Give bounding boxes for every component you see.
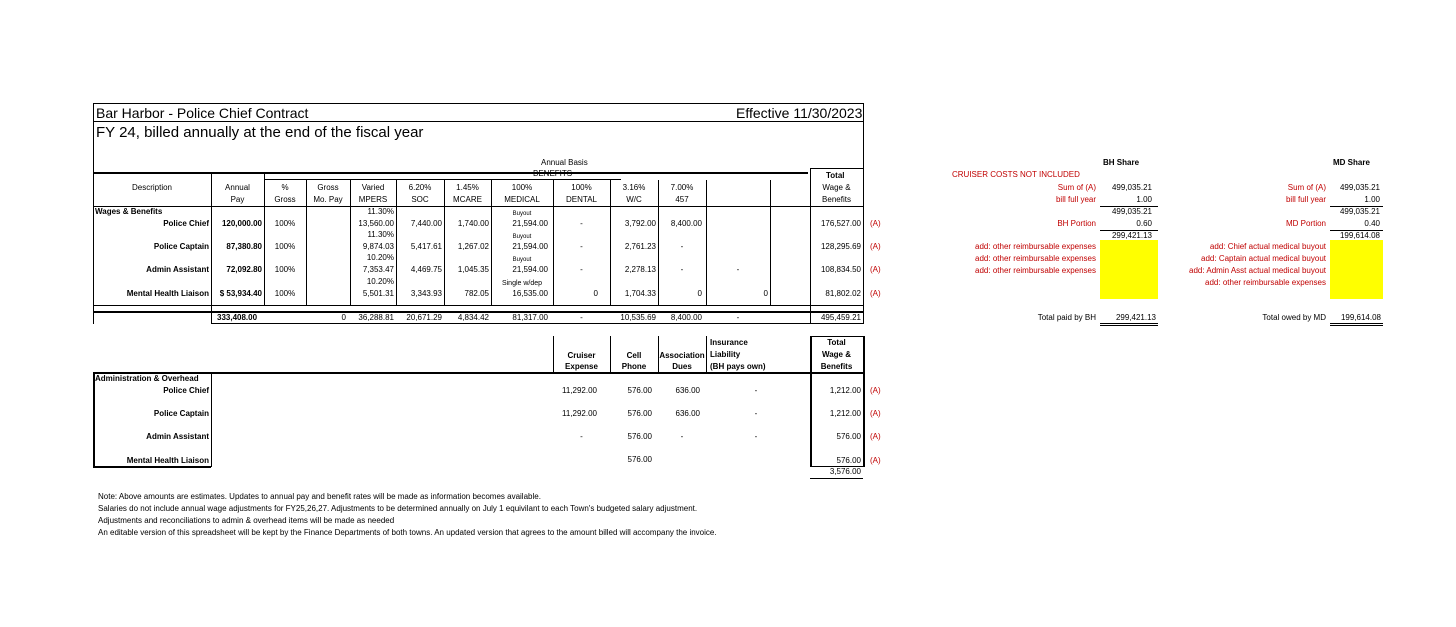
col-mcare-rate: 1.45%: [456, 183, 479, 192]
annual-basis-label: Annual Basis: [541, 158, 588, 167]
col-wc-rate: 3.16%: [622, 183, 646, 192]
col-annual: Annual: [225, 183, 250, 192]
col-mcare: MCARE: [453, 195, 482, 204]
bh-total-label: Total paid by BH: [1037, 313, 1096, 322]
col-gross2: Gross: [317, 183, 339, 192]
col-pct: %: [281, 183, 289, 192]
col-mpers: MPERS: [358, 195, 388, 204]
col-phone: Phone: [621, 362, 647, 371]
bh-highlight: [1100, 240, 1158, 299]
cruiser-note: CRUISER COSTS NOT INCLUDED: [952, 170, 1080, 179]
col-admin-benefits: Benefits: [820, 362, 853, 371]
col-457-rate: 7.00%: [670, 183, 694, 192]
col-admin-total: Total: [827, 338, 846, 347]
col-soc-rate: 6.20%: [408, 183, 432, 192]
col-pay: Pay: [230, 195, 245, 204]
total-header: Total: [826, 171, 845, 180]
col-cell: Cell: [626, 351, 642, 360]
col-varied: Varied: [361, 183, 385, 192]
col-dental: DENTAL: [566, 195, 597, 204]
col-wc: W/C: [626, 195, 642, 204]
bh-heading: BH Share: [1103, 158, 1140, 167]
col-dues: Dues: [672, 362, 692, 371]
col-mopay: Mo. Pay: [313, 195, 343, 204]
col-cruiser: Cruiser: [567, 351, 596, 360]
col-medical: MEDICAL: [504, 195, 540, 204]
col-bh-pays-own: (BH pays own): [710, 362, 766, 371]
md-highlight: [1330, 240, 1383, 299]
col-association: Association: [659, 351, 705, 360]
benefits-label: BENEFITS: [533, 169, 573, 178]
col-wage-and: Wage &: [822, 183, 851, 192]
admin-section-label: Administration & Overhead: [95, 374, 199, 383]
md-total: 199,614.08: [1340, 313, 1381, 322]
col-expense: Expense: [565, 362, 598, 371]
wages-section-label: Wages & Benefits: [95, 207, 163, 216]
contract-title: Bar Harbor - Police Chief Contract: [96, 105, 309, 121]
col-gross: Gross: [274, 195, 296, 204]
col-description: Description: [131, 183, 172, 192]
md-total-label: Total owed by MD: [1262, 313, 1326, 322]
col-liability: Liability: [710, 350, 741, 359]
admin-grand-total: 3,576.00: [829, 467, 861, 476]
col-med-rate: 100%: [511, 183, 533, 192]
effective-date: Effective 11/30/2023: [736, 105, 863, 121]
col-soc: SOC: [411, 195, 429, 204]
col-insurance: Insurance: [710, 338, 748, 347]
col-admin-wage: Wage &: [821, 350, 852, 359]
col-dental-rate: 100%: [571, 183, 592, 192]
bh-total: 299,421.13: [1115, 313, 1156, 322]
md-heading: MD Share: [1333, 158, 1370, 167]
fiscal-subtitle: FY 24, billed annually at the end of the fiscal year: [96, 124, 424, 141]
col-wage-benefits: Benefits: [822, 195, 851, 204]
col-457: 457: [675, 195, 689, 204]
